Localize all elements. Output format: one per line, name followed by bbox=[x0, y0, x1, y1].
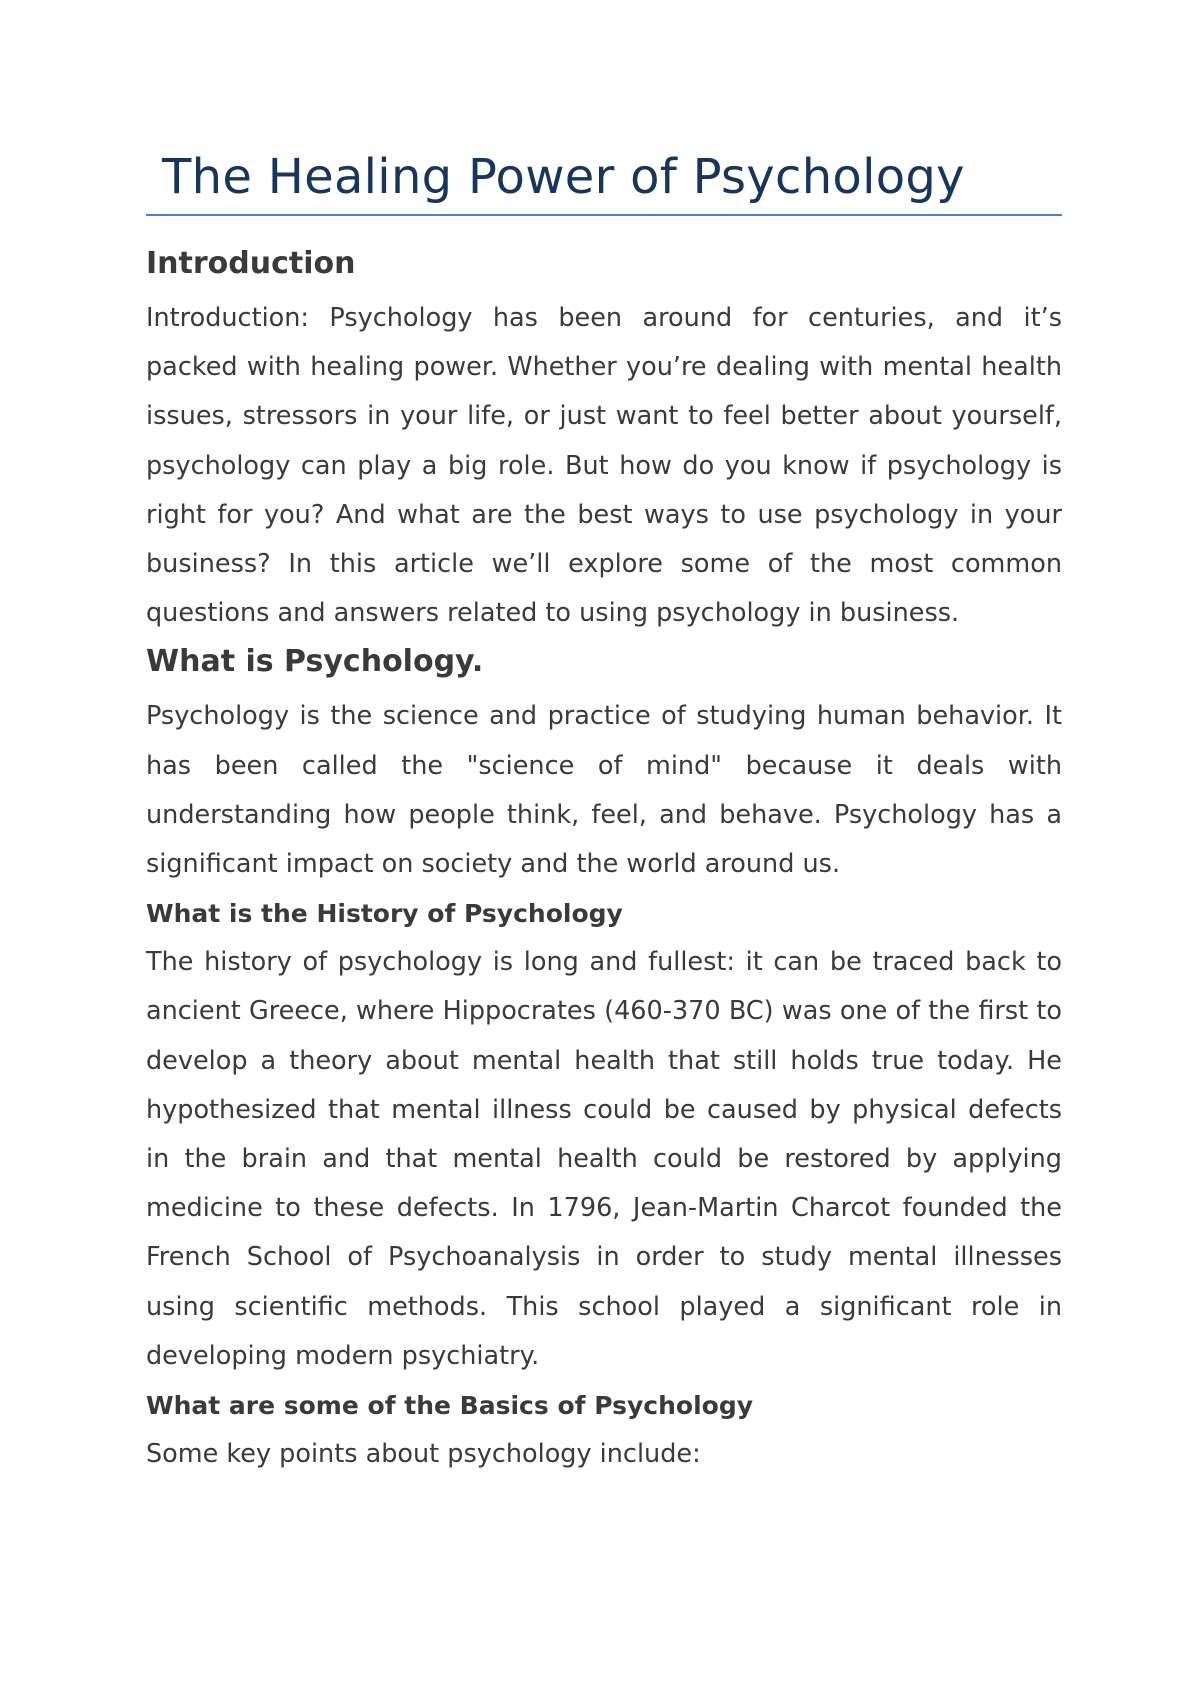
title-underline bbox=[146, 214, 1062, 216]
section-heading-what-is-psychology: What is Psychology. bbox=[146, 644, 484, 680]
history-paragraph: The history of psychology is long and fullest: it can be traced back to ancient Greece, where Hippocrates (460-370 BC) was one of the first to develop a theory about mental health that still holds true today. He hypothesized that mental illness could be caused by physical defects in the brain and that mental health could be restored by applying medicine to these defects. In 1796, Jean-Martin Charcot founded the French School of Psychoanalysis in order to study mental illnesses using scientific methods. This school played a significant role in developing modern psychiatry. bbox=[146, 947, 1062, 1371]
document-page bbox=[146, 0, 1062, 1479]
introduction-paragraph: Introduction: Psychology has been around for centuries, and it’s packed with healing power. Whether you’re dealing with mental health issues, stressors in your life, or just want to feel better about yourself, psychology can play a big role. But how do you know if psychology is right for you? And what are the best ways to use psychology in your business? In this article we’ll explore some of the most common questions and answers related to using psychology in business. bbox=[146, 303, 1062, 629]
what-is-psychology-paragraph: Psychology is the science and practice of studying human behavior. It has been called the "science of mind" because it deals with understanding how people think, feel, and behave. Psychology has a significant impact on society and the world around us. bbox=[146, 701, 1062, 880]
subsection-heading-history: What is the History of Psychology bbox=[146, 899, 623, 929]
subsection-heading-basics: What are some of the Basics of Psychology bbox=[146, 1391, 754, 1421]
document-title: The Healing Power of Psychology bbox=[162, 149, 965, 205]
section-heading-introduction: Introduction bbox=[146, 246, 356, 281]
basics-paragraph: Some key points about psychology include: bbox=[146, 1439, 701, 1470]
